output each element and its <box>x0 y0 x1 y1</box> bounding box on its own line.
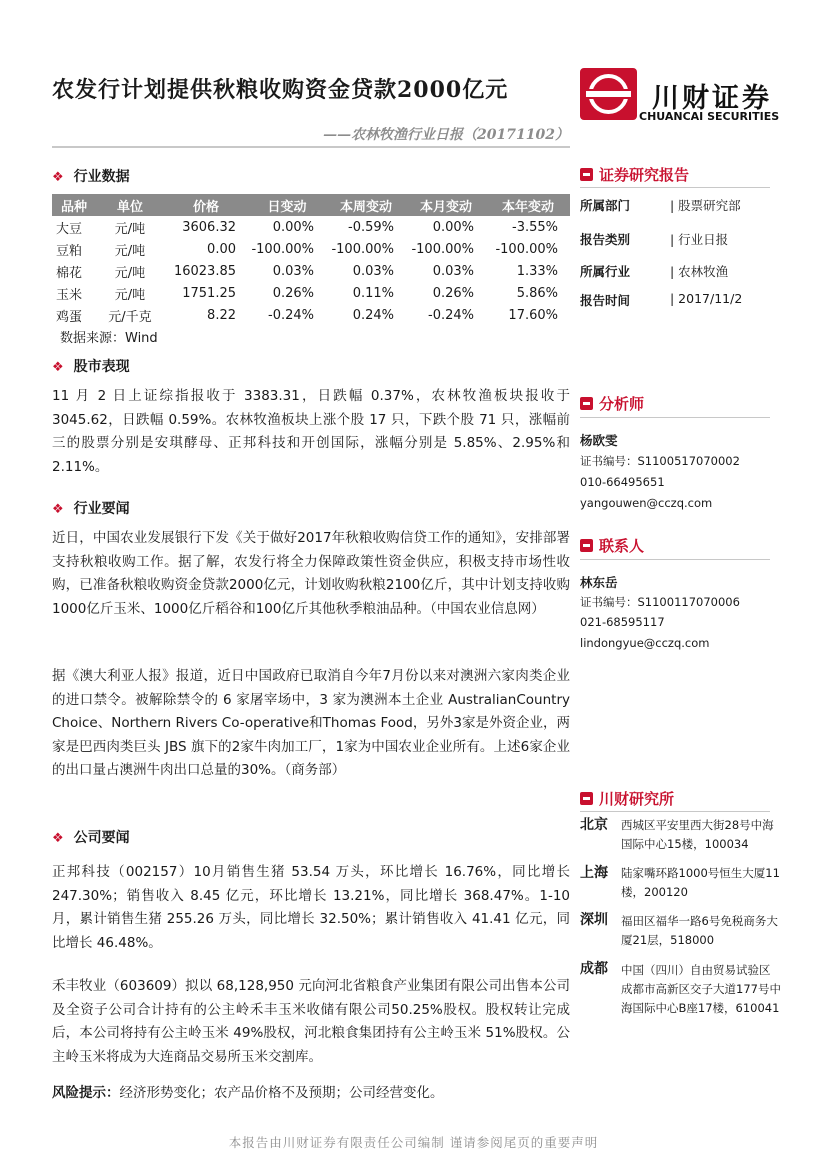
contact-name: 林东岳 <box>580 575 618 590</box>
page-subtitle: ——农林牧渔行业日报（20171102） <box>323 127 569 143</box>
table-cell: -100.00% <box>331 241 394 257</box>
office-city: 北京 <box>580 817 608 833</box>
section-title: 行业数据 <box>73 169 130 185</box>
office-address: 陆家嘴环路1000号恒生大厦11楼，200120 <box>621 866 780 899</box>
table-cell: 元/千克 <box>108 309 152 325</box>
data-source-note: 数据来源：Wind <box>60 331 158 346</box>
meta-label: 报告时间 <box>580 293 631 308</box>
table-header-cell: 日变动 <box>248 194 326 216</box>
office-address: 西城区平安里西大街28号中海国际中心15楼，100034 <box>621 818 774 851</box>
analyst-phone: 010-66495651 <box>580 475 665 489</box>
red-square-icon <box>580 792 593 805</box>
table-cell: 0.00% <box>272 219 314 235</box>
page-title: 农发行计划提供秋粮收购资金贷款2000亿元 <box>52 77 509 103</box>
table-cell: -3.55% <box>512 219 558 235</box>
table-cell: -100.00% <box>495 241 558 257</box>
institute-heading-label: 川财研究所 <box>599 790 675 808</box>
contact-heading <box>580 535 644 556</box>
office-city: 成都 <box>580 961 608 977</box>
meta-value: | 股票研究部 <box>670 198 741 213</box>
analyst-email[interactable]: yangouwen@cczq.com <box>580 496 713 510</box>
industry-data-table <box>52 194 570 326</box>
analyst-heading <box>580 393 644 414</box>
table-header-cell: 本年变动 <box>486 194 570 216</box>
red-square-icon <box>580 539 593 552</box>
office-city: 深圳 <box>580 912 608 928</box>
contact-heading-label: 联系人 <box>599 537 645 555</box>
analyst-cert: 证书编号：S1100517070002 <box>580 454 740 468</box>
report-heading <box>580 164 689 185</box>
table-cell: 3606.32 <box>182 219 236 235</box>
table-cell: -0.59% <box>348 219 394 235</box>
section-industry-data <box>52 166 130 186</box>
institute-heading <box>580 788 674 809</box>
contact-cert: 证书编号：S1100117070006 <box>580 595 740 609</box>
table-cell: 17.60% <box>508 307 558 323</box>
diamond-bullet-icon: ❖ <box>52 831 64 846</box>
table-header-row <box>52 194 570 216</box>
table-cell: 0.11% <box>352 285 394 301</box>
table-row <box>52 216 570 238</box>
table-cell: 鸡蛋 <box>56 309 83 325</box>
red-square-icon <box>580 168 593 181</box>
sidebar-divider <box>580 187 770 188</box>
diamond-bullet-icon: ❖ <box>52 170 64 185</box>
table-cell: 0.00% <box>432 219 474 235</box>
table-cell: 0.24% <box>352 307 394 323</box>
table-cell: 1751.25 <box>182 285 236 301</box>
table-row <box>52 282 570 304</box>
table-cell: 16023.85 <box>173 263 236 279</box>
risk-text: 经济形势变化；农产品价格不及预期；公司经营变化。 <box>119 1085 444 1101</box>
contact-email[interactable]: lindongyue@cczq.com <box>580 636 710 650</box>
sidebar-divider <box>580 559 770 560</box>
diamond-bullet-icon: ❖ <box>52 502 64 517</box>
section-title: 行业要闻 <box>73 501 130 517</box>
brand-logo <box>580 68 637 120</box>
table-cell: -100.00% <box>251 241 314 257</box>
table-cell: -0.24% <box>268 307 314 323</box>
table-cell: 玉米 <box>56 287 83 303</box>
analyst-name: 杨欧雯 <box>580 433 618 448</box>
analyst-heading-label: 分析师 <box>599 395 645 413</box>
table-header-cell: 单位 <box>96 194 164 216</box>
table-row <box>52 260 570 282</box>
page-footer: 本报告由川财证券有限责任公司编制 谨请参阅尾页的重要声明 <box>228 1135 599 1150</box>
report-heading-label: 证券研究报告 <box>599 166 690 184</box>
office-address: 福田区福华一路6号免税商务大厦21层，518000 <box>621 914 778 947</box>
meta-value: | 农林牧渔 <box>670 264 729 279</box>
office-city: 上海 <box>580 865 608 881</box>
table-cell: 元/吨 <box>114 265 146 281</box>
brand-name-cn: 川财证券 <box>652 83 772 114</box>
table-header-cell: 价格 <box>164 194 248 216</box>
table-cell: 大豆 <box>56 221 83 237</box>
section-title: 公司要闻 <box>73 830 130 846</box>
company-paragraph: 禾丰牧业（603609）拟以 68,128,950 元向河北省粮食产业集团有限公司出售本公司及全资子公司合计持有的公主岭禾丰玉米收储有限公司50.25%股权。股权转让完成后，本公司将持有公主岭玉米 49%股权，河北粮食集团持有公主岭玉米 51%股权。公主岭玉米将成为大连商品交易所玉米交割库。 <box>52 978 570 1065</box>
meta-label: 所属行业 <box>580 264 631 279</box>
meta-label: 所属部门 <box>580 198 631 213</box>
company-paragraph: 正邦科技（002157）10月销售生猪 53.54 万头，环比增长 16.76%，同比增长 247.30%；销售收入 8.45 亿元，环比增长 13.21%，同比增长 368.47%。1-10 月，累计销售生猪 255.26 万头，同比增长 32.50%；累计销售收入 41.41 亿元，同比增长 46.48%。 <box>52 864 570 951</box>
brand-name-en: CHUANCAI SECURITIES <box>639 110 780 123</box>
table-header-cell: 品种 <box>52 194 96 216</box>
sidebar-divider <box>580 417 770 418</box>
table-header-cell: 本月变动 <box>406 194 486 216</box>
table-row <box>52 304 570 326</box>
table-cell: 0.03% <box>352 263 394 279</box>
table-cell: 0.26% <box>272 285 314 301</box>
meta-label: 报告类别 <box>580 232 631 247</box>
section-company-news <box>52 827 130 847</box>
risk-warning <box>52 1081 444 1101</box>
table-cell: 元/吨 <box>114 287 146 303</box>
header-divider <box>52 146 570 148</box>
table-cell: 元/吨 <box>114 243 146 259</box>
office-address: 中国（四川）自由贸易试验区成都市高新区交子大道177号中海国际中心B座17楼，610041 <box>621 963 781 1015</box>
table-cell: 豆粕 <box>56 243 83 259</box>
brand-logo-mark-icon <box>580 68 637 120</box>
table-cell: -100.00% <box>411 241 474 257</box>
table-cell: 1.33% <box>516 263 558 279</box>
section-title: 股市表现 <box>73 359 130 375</box>
table-cell: 0.03% <box>432 263 474 279</box>
risk-label: 风险提示： <box>52 1085 120 1101</box>
table-row <box>52 238 570 260</box>
section-industry-news <box>52 498 130 518</box>
meta-value: | 行业日报 <box>670 232 729 247</box>
market-paragraph: 11 月 2 日上证综指报收于 3383.31，日跌幅 0.37%，农林牧渔板块报收于 3045.62，日跌幅 0.59%。农林牧渔板块上涨个股 17 只，下跌个股 71 只，涨幅前三的股票分别是安琪酵母、正邦科技和开创国际，涨幅分别是 5.85%、2.95%和 2.11%。 <box>52 388 570 475</box>
meta-value: | 2017/11/2 <box>670 291 743 306</box>
news-paragraph: 近日，中国农业发展银行下发《关于做好2017年秋粮收购信贷工作的通知》，安排部署支持秋粮收购工作。据了解，农发行将全力保障政策性资金供应，积极支持市场性收购，已准备秋粮收购资金贷款2000亿元，计划收购秋粮2100亿斤，其中计划支持收购1000亿斤玉米、1000亿斤稻谷和100亿斤其他秋季粮油品种。（中国农业信息网） <box>52 530 570 617</box>
table-cell: -0.24% <box>428 307 474 323</box>
sidebar-divider <box>580 811 770 812</box>
table-cell: 0.00 <box>207 241 236 257</box>
table-header-cell: 本周变动 <box>326 194 406 216</box>
contact-phone: 021-68595117 <box>580 615 665 629</box>
diamond-bullet-icon: ❖ <box>52 360 64 375</box>
section-market <box>52 356 130 376</box>
table-cell: 0.03% <box>272 263 314 279</box>
red-square-icon <box>580 397 593 410</box>
news-paragraph: 据《澳大利亚人报》报道，近日中国政府已取消自今年7月份以来对澳洲六家肉类企业的进口禁令。被解除禁令的 6 家屠宰场中，3 家为澳洲本土企业 AustralianCountry Choice、Northern Rivers Co-operative和Thomas Food，另外3家是外资企业，两家是巴西肉类巨头 JBS 旗下的2家牛肉加工厂，1家为中国农业企业所有。上述6家企业的出口量占澳洲牛肉出口总量的30%。（商务部） <box>52 668 570 778</box>
table-cell: 棉花 <box>56 265 83 281</box>
table-cell: 8.22 <box>207 307 236 323</box>
table-cell: 元/吨 <box>114 221 146 237</box>
table-cell: 0.26% <box>432 285 474 301</box>
table-cell: 5.86% <box>516 285 558 301</box>
